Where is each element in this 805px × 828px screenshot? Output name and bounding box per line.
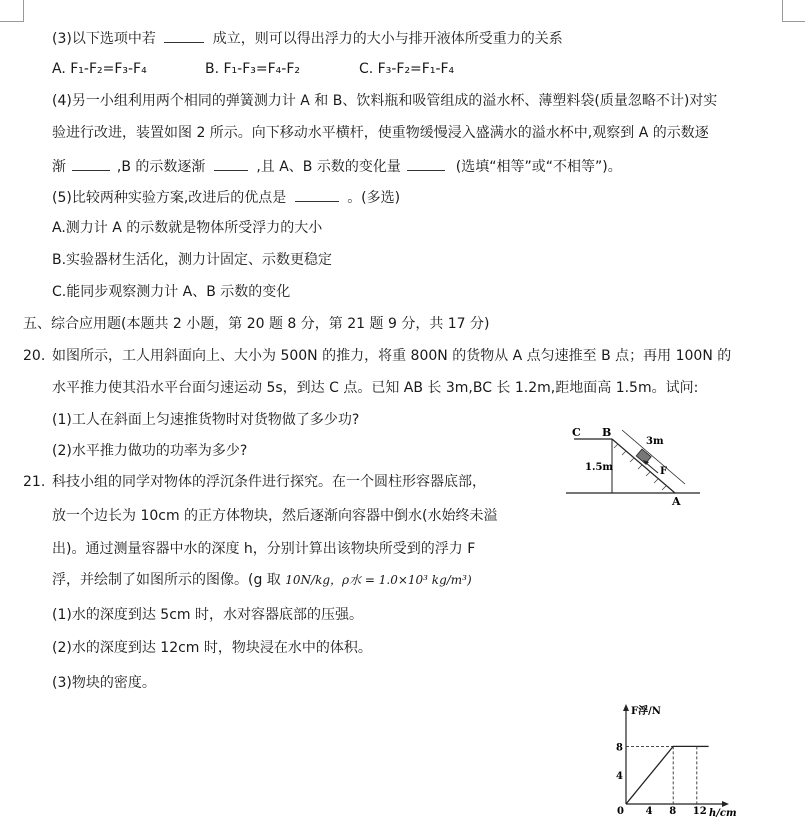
tick-labels [616,742,707,817]
x-tick-label: 4 [645,806,653,817]
q5-option-a: A.测力计 A 的示数就是物体所受浮力的大小 [52,220,323,236]
q20-number: 20. [23,348,46,364]
x-tick-label: 8 [669,806,677,817]
q20-sub-1: (1)工人在斜面上匀速推货物时对货物做了多少功? [52,412,360,428]
q4-line-3 [52,155,622,177]
corner-mark-left-v [23,0,24,22]
incline-figure [560,424,710,508]
label-b: B [602,426,612,439]
q4-blank-b-reading[interactable] [214,155,248,171]
buoyancy-line [626,746,697,804]
q20-line-1: 如图所示，工人用斜面向上、大小为 500N 的推力，将重 800N 的货物从 A 点匀速推至 B 点；再用 100N 的 [52,348,732,364]
q4-line-2: 验进行改进，装置如图 2 所示。向下移动水平横杆，使重物缓慢浸入盛满水的溢水杯中,观察到 A 的示数逐 [52,125,709,141]
q5-option-b: B.实验器材生活化，测力计固定、示数更稳定 [52,252,333,268]
corner-mark-left-h [0,21,24,22]
y-tick-label: 4 [616,771,623,783]
q21-sub-3: (3)物块的密度。 [52,675,156,691]
q5-answer-blank[interactable] [295,186,339,202]
q21-line-1: 科技小组的同学对物体的浮沉条件进行探究。在一个圆柱形容器底部， [52,474,486,490]
q4-blank-a-reading[interactable] [72,155,110,171]
q5-stem-pre: (5)比较两种实验方案,改进后的优点是 [52,190,287,206]
q5-option-c: C.能同步观察测力计 A、B 示数的变化 [52,284,291,300]
q21-line-2: 放一个边长为 10cm 的正方体物块，然后逐渐向容器中倒水(水始终未溢 [52,508,498,524]
section-5-heading: 五、综合应用题(本题共 2 小题，第 20 题 8 分，第 21 题 9 分，共 17 分) [23,316,490,332]
q21-formula: 10N/kg，ρ水 = 1.0×10³ kg/m³) [285,573,472,587]
q4-line-3-b: ,B 的示数逐渐 [116,159,206,175]
q20-sub-2: (2)水平推力做功的功率为多少? [52,443,248,459]
q5-stem-post: 。(多选) [347,190,401,206]
q4-line-1: (4)另一小组利用两个相同的弹簧测力计 A 和 B、饮料瓶和吸管组成的溢水杯、薄塑料袋(质量忽略不计)对实 [52,93,718,109]
q21-line-3: 出)。通过测量容器中水的深度 h，分别计算出该物块所受到的浮力 F [52,541,476,557]
q5-stem [52,186,400,208]
q21-sub-1: (1)水的深度到达 5cm 时，水对容器底部的压强。 [52,607,363,623]
q4-line-3-c: ,且 A、B 示数的变化量 [256,159,401,175]
label-length: 3m [646,436,664,447]
y-tick-label: 8 [616,742,623,754]
label-a: A [672,495,681,508]
q21-line-4-text: 浮，并绘制了如图所示的图像。(g 取 [52,572,281,588]
label-height: 1.5m [585,462,613,473]
q3-stem-pre: (3)以下选项中若 [52,31,156,47]
label-c: C [572,426,581,439]
q4-blank-change[interactable] [407,155,445,171]
y-axis-arrow [623,704,629,711]
q4-line-3-a: 渐 [52,159,66,175]
guide-lines [626,746,697,804]
series-group [626,746,709,804]
q21-sub-2: (2)水的深度到达 12cm 时，物块浸在水中的体积。 [52,640,372,656]
corner-mark-right-h [782,21,805,22]
q4-line-3-d: (选填“相等”或“不相等”)。 [455,159,622,175]
corner-mark-right-v [782,0,783,22]
x-tick-label: 0 [617,806,624,817]
q21-number: 21. [23,474,46,490]
q3-stem-post: 成立，则可以得出浮力的大小与排开液体所受重力的关系 [212,31,563,47]
q3-option-c: C. F₃-F₂=F₁-F₄ [359,61,455,77]
q20-line-2: 水平推力使其沿水平台面匀速运动 5s，到达 C 点。已知 AB 长 3m,BC 长 1.2m,距地面高 1.5m。试问: [52,380,699,396]
q3-option-a: A. F₁-F₂=F₃-F₄ [52,61,147,77]
x-axis-label: h/cm [709,808,737,819]
x-tick-label: 12 [692,806,707,817]
y-axis-label: F浮/N [631,706,661,717]
q21-line-4 [52,570,472,590]
q3-answer-blank[interactable] [164,27,204,43]
label-f: F [660,466,668,477]
buoyancy-chart [605,700,755,822]
q3-stem [52,27,563,49]
q3-option-b: B. F₁-F₃=F₄-F₂ [205,61,300,77]
x-axis-arrow [722,801,729,807]
